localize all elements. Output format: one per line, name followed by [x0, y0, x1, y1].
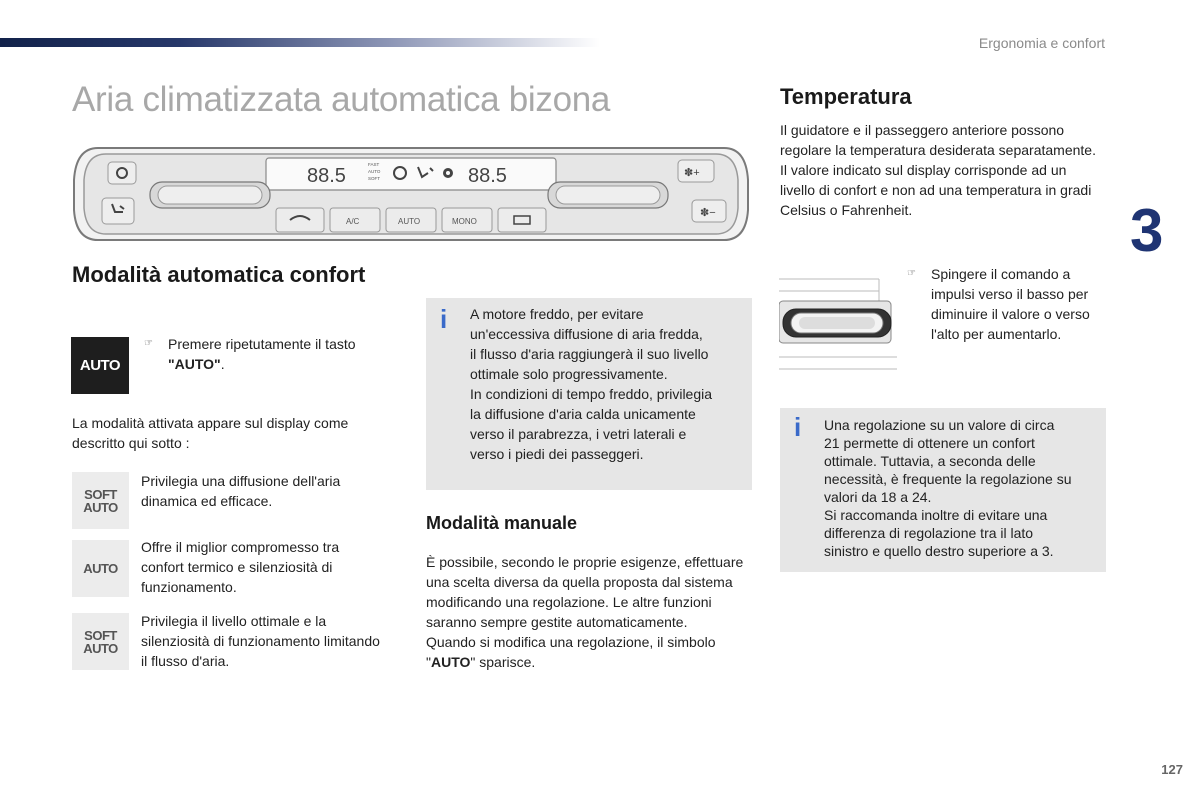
chapter-number: 3 — [1130, 197, 1164, 264]
mode-badge-soft-auto-2 — [72, 613, 129, 670]
info-box-temperature — [780, 408, 1106, 572]
manual-text-3: " sparisce. — [470, 654, 536, 670]
display-left-temp: 88.5 — [307, 165, 346, 187]
front-defrost-button[interactable] — [276, 208, 324, 232]
climate-panel-illustration — [70, 140, 752, 248]
auto-instruction-key: "AUTO" — [168, 356, 221, 372]
right-temperature-wheel[interactable] — [548, 182, 668, 208]
rear-defrost-button[interactable] — [498, 208, 546, 232]
auto-section-heading: Modalità automatica confort — [72, 262, 366, 287]
recirculation-button[interactable] — [108, 162, 136, 184]
mode-badge-auto — [72, 540, 129, 597]
manual-auto-key: AUTO — [430, 654, 471, 670]
info-line: In condizioni di tempo freddo, privilegia — [470, 386, 713, 402]
left-seat-air-button[interactable] — [102, 198, 134, 224]
info-icon: i — [794, 412, 802, 442]
info-box-cold-engine — [426, 298, 752, 490]
info-icon: i — [440, 304, 448, 334]
mode-badge-line: AUTO — [83, 499, 118, 515]
temperature-text-2: Il valore indicato sul display corrisponde ad un livello di confort e non ad una temperatura in gradi Celsius o Fahrenheit. — [780, 162, 1092, 218]
mode-badge-line: SOFT — [84, 627, 117, 643]
mode-description-1: Privilegia una diffusione dell'aria dinamica ed efficace. — [141, 473, 341, 509]
section-label: Ergonomia e confort — [978, 35, 1105, 51]
soft-label: SOFT — [368, 176, 380, 181]
info-box-text — [470, 304, 750, 464]
temperature-instruction: ☞ Spingere il comando a impulsi verso il basso per diminuire il valore o verso l'alto per aumentarlo. — [931, 264, 1116, 344]
mode-description-3: Privilegia il livello ottimale e la silenziosità di funzionamento limitando il flusso d'aria. — [141, 613, 380, 669]
page-title: Aria climatizzata automatica bizona — [72, 80, 611, 119]
ac-button[interactable] — [330, 208, 380, 232]
manual-text-2: Quando si modifica una regolazione, il simbolo — [426, 634, 716, 650]
svg-text:✽+: ✽+ — [684, 167, 700, 179]
display-intro-text: La modalità attivata appare sul display come descritto qui sotto : — [72, 415, 349, 451]
info-line: il flusso d'aria raggiungerà il suo livello — [470, 346, 709, 362]
auto-key-badge: AUTO — [71, 337, 129, 394]
auto-instruction — [168, 334, 408, 374]
mode-badge-soft-auto-1 — [72, 472, 129, 529]
auto-button[interactable] — [386, 208, 436, 232]
mono-button[interactable] — [442, 208, 492, 232]
quote-open: " — [426, 654, 431, 670]
mode-description-2: Offre il miglior compromesso tra confort termico e silenziosità di funzionamento. — [141, 539, 340, 595]
info-line: valori da 18 a 24. — [824, 489, 932, 505]
svg-text:✽−: ✽− — [700, 207, 716, 219]
info-line: differenza di regolazione tra il lato — [824, 525, 1034, 541]
info-line: verso il parabrezza, i vetri laterali e — [470, 426, 687, 442]
mode-badge-line: AUTO — [83, 561, 118, 576]
temperature-text-1: Il guidatore e il passeggero anteriore possono regolare la temperatura desiderata separatamente. — [780, 122, 1096, 158]
info-line: Si raccomanda inoltre di evitare una — [824, 507, 1048, 523]
info-line: sinistro e quello destro superiore a 3. — [824, 543, 1054, 559]
temperature-heading: Temperatura — [780, 84, 912, 109]
header-color-bar — [0, 38, 600, 47]
manual-section-text — [426, 552, 756, 672]
mode-badge-line: AUTO — [83, 640, 118, 656]
fast-label: FAST — [368, 162, 380, 167]
manual-text-1: È possibile, secondo le proprie esigenze, effettuare una scelta diversa da quella proposta dal sistema modificando una regolazione. Le altre funzioni saranno sempre gestite automaticamente. — [426, 554, 744, 630]
fan-icon — [443, 168, 453, 178]
temperature-text — [780, 120, 1100, 220]
info-line: la diffusione d'aria calda unicamente — [470, 406, 696, 422]
auto-button-label: AUTO — [398, 217, 421, 226]
info-line: un'eccessiva diffusione di aria fredda, — [470, 326, 703, 342]
info-line: ottimale solo progressivamente. — [470, 366, 668, 382]
info-line: Una regolazione su un valore di circa — [824, 417, 1055, 433]
fan-decrease-button[interactable] — [692, 200, 726, 222]
page-number: 127 — [1161, 762, 1183, 777]
temperature-wheel-illustration — [779, 275, 897, 370]
mode-badge-line: SOFT — [84, 486, 117, 502]
display-right-temp: 88.5 — [468, 165, 507, 187]
manual-section-heading: Modalità manuale — [426, 513, 578, 533]
info-line: necessità, è frequente la regolazione su — [824, 471, 1072, 487]
auto-label: AUTO — [368, 169, 381, 174]
info-box-text — [824, 416, 1104, 560]
fan-increase-button[interactable] — [678, 160, 714, 182]
info-line: ottimale. Tuttavia, a seconda delle — [824, 453, 1036, 469]
mono-button-label: MONO — [452, 217, 477, 226]
auto-instruction-period: . — [220, 356, 225, 372]
ac-button-label: A/C — [346, 217, 360, 226]
info-line: verso i piedi dei passeggeri. — [470, 446, 644, 462]
info-line: A motore freddo, per evitare — [470, 306, 644, 322]
info-line: 21 permette di ottenere un confort — [824, 435, 1035, 451]
auto-instruction-text: Premere ripetutamente il tasto — [168, 336, 356, 352]
left-temperature-wheel[interactable] — [150, 182, 270, 208]
